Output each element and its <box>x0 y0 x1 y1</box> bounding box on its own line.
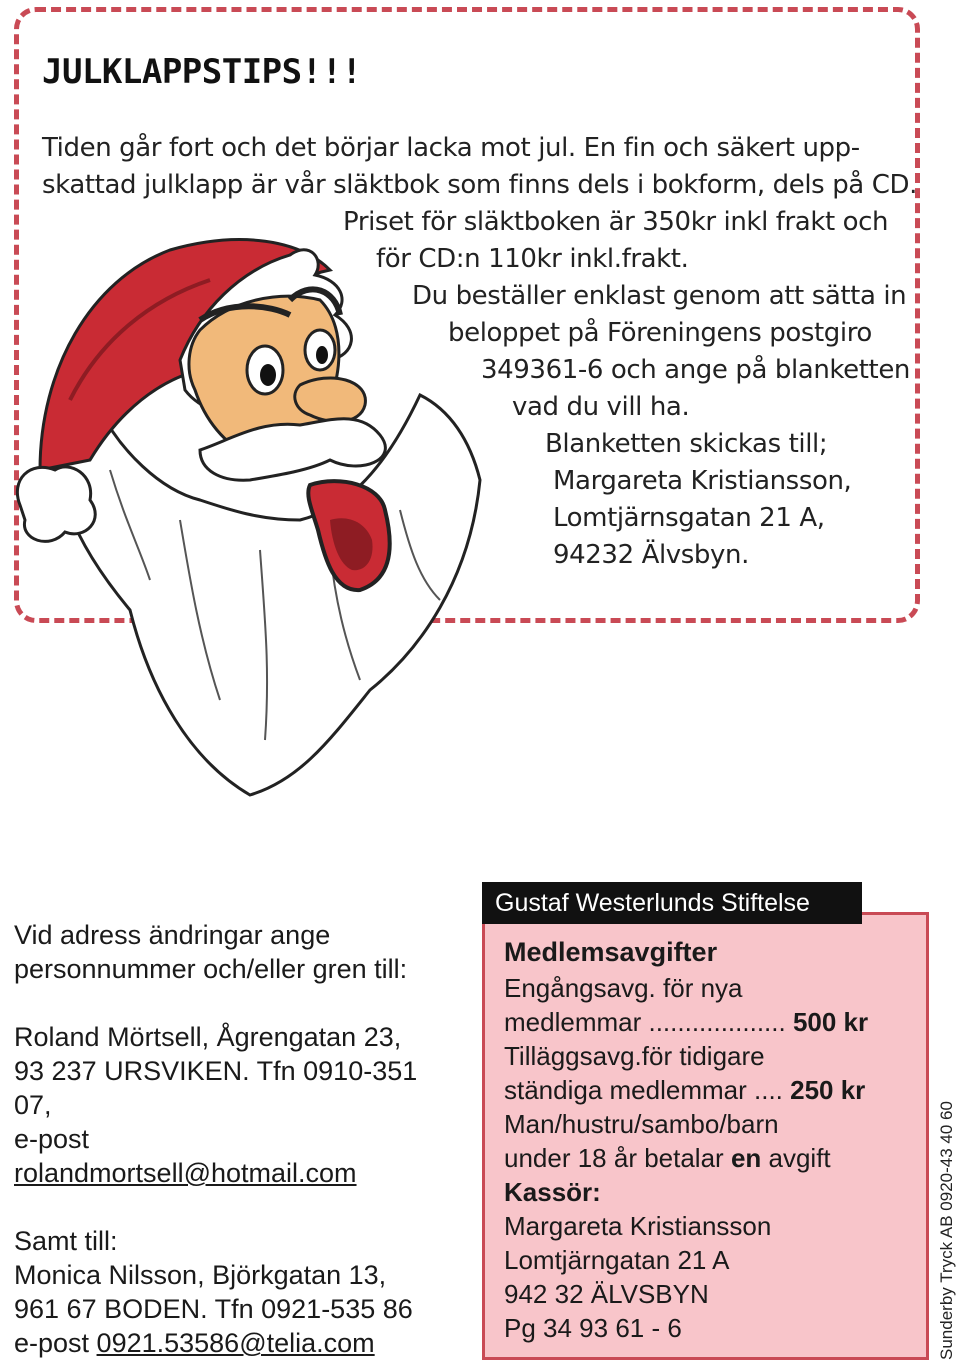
contact-roland-email-link[interactable]: rolandmortsell@hotmail.com <box>14 1158 357 1188</box>
fee-line-emphasis: en <box>730 1143 762 1173</box>
tips-line: Tiden går fort och det börjar lacka mot jul. En fin och säkert upp- <box>42 133 860 163</box>
membership-fees-box <box>482 912 929 1360</box>
fee-line: under 18 år betalar <box>504 1143 731 1173</box>
tips-line: vad du vill ha. <box>512 392 690 422</box>
tips-line: beloppet på Föreningens postgiro <box>448 318 872 348</box>
tips-line: Priset för släktboken är 350kr inkl frakt och <box>343 207 889 237</box>
fee-amount: 500 kr <box>785 1007 869 1037</box>
cashier-name: Margareta Kristiansson <box>504 1211 772 1241</box>
contact-monica-email-link[interactable]: 0921.53586@telia.com <box>96 1328 375 1358</box>
contact-roland-email-label: e-post <box>14 1124 90 1154</box>
tips-line: för CD:n 110kr inkl.frakt. <box>376 244 689 274</box>
cashier-label: Kassör: <box>504 1177 601 1207</box>
tips-title: JULKLAPPSTIPS!!! <box>42 52 362 92</box>
tips-line: skattad julklapp är vår släktbok som finns dels i bokform, dels på CD. <box>42 170 917 200</box>
address-change-intro: personnummer och/eller gren till: <box>14 954 408 984</box>
address-change-section <box>14 918 454 1360</box>
printer-credit: Sunderby Tryck AB 0920-43 40 60 <box>937 1101 956 1360</box>
cashier-street: Lomtjärngatan 21 A <box>504 1245 730 1275</box>
tips-line: 94232 Älvsbyn. <box>553 540 749 570</box>
fee-amount: 250 kr <box>782 1075 866 1105</box>
address-change-intro: Vid adress ändringar ange <box>14 920 331 950</box>
tips-line: Margareta Kristiansson, <box>553 466 852 496</box>
contact-roland-phone-cont: 07, <box>14 1090 52 1120</box>
fee-line: Man/hustru/sambo/barn <box>504 1109 779 1139</box>
tips-line: Du beställer enklast genom att sätta in <box>412 281 907 311</box>
cashier-city: 942 32 ÄLVSBYN <box>504 1279 709 1309</box>
fee-line: Tilläggsavg.för tidigare <box>504 1041 765 1071</box>
contact-roland-address: Roland Mörtsell, Ågrengatan 23, <box>14 1022 402 1052</box>
tips-line: Blanketten skickas till; <box>545 429 828 459</box>
contact-roland-city-phone: 93 237 URSVIKEN. Tfn 0910-351 <box>14 1056 418 1086</box>
also-label: Samt till: <box>14 1226 118 1256</box>
fee-line: medlemmar ................... <box>504 1007 786 1037</box>
fees-title: Medlemsavgifter <box>504 937 718 967</box>
tips-line: Lomtjärnsgatan 21 A, <box>553 503 825 533</box>
contact-monica-city-phone: 961 67 BODEN. Tfn 0921-535 86 <box>14 1294 413 1324</box>
tips-line: 349361-6 och ange på blanketten <box>481 355 910 385</box>
contact-monica-address: Monica Nilsson, Björkgatan 13, <box>14 1260 387 1290</box>
fee-line: Engångsavg. för nya <box>504 973 743 1003</box>
fee-line: avgift <box>761 1143 831 1173</box>
fee-line: ständiga medlemmar .... <box>504 1075 783 1105</box>
foundation-header: Gustaf Westerlunds Stiftelse <box>482 882 862 924</box>
santa-hat-pompom <box>17 467 95 542</box>
contact-monica-email-label: e-post <box>14 1328 97 1358</box>
postgiro-number: Pg 34 93 61 - 6 <box>504 1313 682 1343</box>
